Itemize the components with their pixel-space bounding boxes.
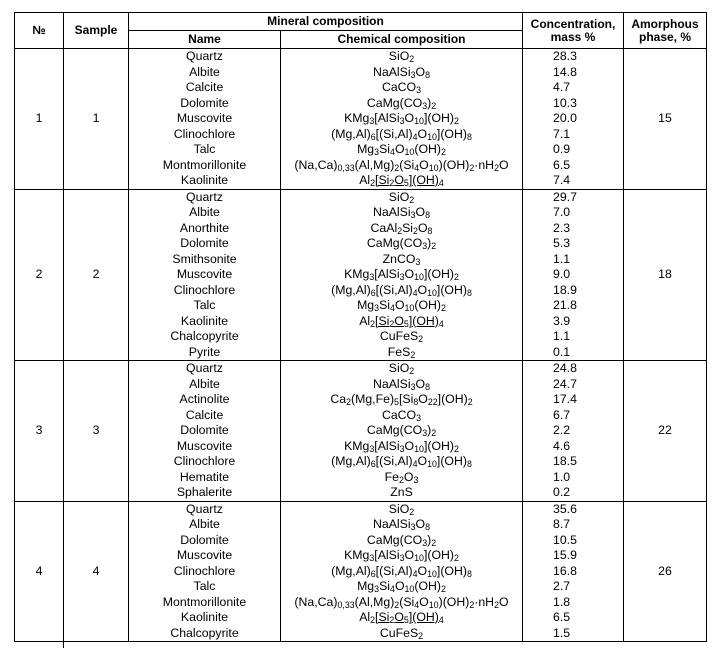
concentration-value: 17.4 [553, 392, 577, 406]
mineral-name: Kaolinite [180, 313, 229, 328]
mineral-name: Kaolinite [180, 173, 229, 187]
mineral-name: Albite [189, 376, 220, 391]
chemical-formulas [281, 501, 523, 642]
chemical-formula: CuFeS$_2$ [379, 625, 424, 641]
chemical-formula: ZnS [390, 485, 413, 499]
mineral-name: Montmorillonite [162, 594, 247, 609]
text-cursor [63, 634, 64, 648]
chemical-formula: $(Mg,Al)_6[(Si,Al)_4O_{10}](OH)_8$ [331, 126, 472, 142]
concentration-value: 2.2 [553, 423, 571, 437]
mineral-name: Quartz [186, 361, 223, 375]
concentration-value: 1.1 [553, 329, 571, 343]
concentration-value: 18.5 [553, 454, 577, 468]
sample-id: 3 [64, 361, 129, 502]
concentration-values [523, 189, 624, 361]
chemical-formula: $NaAlSi_3O_8$ [372, 64, 430, 80]
mineral-name: Albite [189, 64, 220, 79]
chemical-formula: $(Mg,Al)_6[(Si,Al)_4O_{10}](OH)_8$ [331, 282, 472, 298]
concentration-value: 4.7 [553, 80, 571, 94]
mineral-name: Hematite [179, 469, 230, 484]
concentration-value: 2.3 [553, 220, 571, 235]
chemical-formula: $(Mg,Al)_6[(Si,Al)_4O_{10}](OH)_8$ [331, 563, 472, 579]
concentration-value: 16.8 [553, 563, 577, 578]
mineral-name: Quartz [186, 189, 223, 204]
table-body [15, 49, 707, 642]
concentration-value: 0.1 [553, 344, 571, 359]
concentration-value: 1.1 [553, 251, 571, 266]
chemical-formulas [281, 361, 523, 502]
chemical-formula: $CaMg(CO_3)_2$ [366, 95, 437, 111]
sample-id: 2 [64, 189, 129, 361]
chemical-formula: $CaMg(CO_3)_2$ [366, 532, 437, 548]
chemical-formula: $(Na,Ca)_{0,33}(Al,Mg)_2(Si_4O_{10})(OH)_2\cdot nH_2O$ [294, 157, 509, 173]
concentration-value: 35.6 [553, 501, 577, 516]
concentration-value: 10.3 [553, 95, 577, 110]
table-row [15, 501, 707, 642]
chemical-formula: SiO$_2$ [388, 361, 415, 377]
chemical-formula: SiO$_2$ [388, 49, 415, 65]
mineral-name: Pyrite [188, 344, 221, 359]
concentration-value: 20.0 [553, 111, 577, 125]
mineral-name: Dolomite [180, 423, 229, 437]
mineral-name: Chalcopyrite [170, 329, 239, 343]
mineral-name: Actinolite [179, 392, 230, 406]
mineral-names [129, 361, 281, 502]
table-row [15, 361, 707, 502]
mineral-name: Muscovite [176, 267, 233, 281]
chemical-formula: SiO$_2$ [388, 501, 415, 517]
amorphous-phase-value: 15 [624, 49, 707, 190]
chemical-formula: $Al_2[Si_2O_5](OH)_4$ [359, 610, 444, 626]
concentration-value: 1.0 [553, 469, 571, 484]
row-number: 1 [15, 49, 64, 190]
concentration-value: 15.9 [553, 548, 577, 562]
mineral-name: Calcite [185, 407, 224, 422]
chemical-formula: FeS$_2$ [387, 344, 416, 360]
concentration-value: 24.8 [553, 361, 577, 375]
concentration-value: 8.7 [553, 517, 571, 531]
concentration-value: 29.7 [553, 189, 577, 204]
mineral-composition-table [14, 12, 707, 642]
header-mineral-composition: Mineral composition [129, 13, 523, 31]
concentration-value: 6.7 [553, 407, 571, 422]
chemical-formula: $KMg_3[AlSi_3O_{10}](OH)_2$ [344, 111, 459, 127]
chemical-formula: $CaMg(CO_3)_2$ [366, 236, 437, 252]
concentration-value: 1.8 [553, 594, 571, 609]
chemical-formulas [281, 189, 523, 361]
chemical-formula: CuFeS$_2$ [379, 329, 424, 345]
mineral-name: Talc [193, 142, 216, 156]
chemical-formula: $Mg_3Si_4O_{10}(OH)_2$ [357, 579, 446, 595]
table-row [15, 49, 707, 190]
concentration-value: 0.2 [553, 485, 571, 499]
row-number: 2 [15, 189, 64, 361]
mineral-name: Dolomite [180, 95, 229, 110]
mineral-name: Quartz [186, 501, 223, 516]
chemical-formula: $NaAlSi_3O_8$ [372, 517, 430, 533]
chemical-formula: $Al_2[Si_2O_5](OH)_4$ [359, 173, 444, 189]
amorphous-phase-value: 26 [624, 501, 707, 642]
header-amorphous-phase: Amorphous phase, % [624, 13, 707, 49]
header-sample: Sample [64, 13, 129, 49]
concentration-value: 1.5 [553, 625, 571, 640]
chemical-formula: $Fe_2O_3$ [384, 469, 419, 485]
mineral-names [129, 189, 281, 361]
mineral-name: Muscovite [176, 548, 233, 562]
mineral-name: Anorthite [179, 220, 230, 235]
chemical-formula: $Mg_3Si_4O_{10}(OH)_2$ [357, 142, 446, 158]
header-no: № [15, 13, 64, 49]
header-name: Name [129, 31, 281, 49]
mineral-name: Kaolinite [180, 610, 229, 624]
concentration-values [523, 501, 624, 642]
concentration-value: 7.1 [553, 126, 571, 141]
chemical-formula: $(Na,Ca)_{0,33}(Al,Mg)_2(Si_4O_{10})(OH)_2\cdot nH_2O$ [294, 594, 509, 610]
mineral-name: Dolomite [180, 532, 229, 547]
mineral-name: Muscovite [176, 438, 233, 453]
concentration-value: 4.6 [553, 438, 571, 453]
mineral-name: Calcite [185, 80, 224, 94]
mineral-name: Clinochlore [173, 454, 236, 468]
concentration-value: 14.8 [553, 64, 577, 79]
chemical-formula: $CaMg(CO_3)_2$ [366, 423, 437, 439]
chemical-formula: $KMg_3[AlSi_3O_{10}](OH)_2$ [344, 548, 459, 564]
mineral-name: Albite [189, 205, 220, 219]
row-number: 4 [15, 501, 64, 642]
chemical-formula: $Ca_2(Mg,Fe)_5[Si_8O_{22}](OH)_2$ [330, 392, 473, 408]
header-chemical-composition: Chemical composition [281, 31, 523, 49]
concentration-value: 24.7 [553, 376, 577, 391]
sample-id: 1 [64, 49, 129, 190]
chemical-formula: $Mg_3Si_4O_{10}(OH)_2$ [357, 298, 446, 314]
mineral-name: Montmorillonite [162, 157, 247, 172]
mineral-names [129, 501, 281, 642]
concentration-value: 21.8 [553, 298, 577, 312]
table-row [15, 189, 707, 361]
mineral-name: Talc [193, 298, 216, 312]
mineral-name: Clinochlore [173, 282, 236, 297]
header-concentration: Concentration, mass % [523, 13, 624, 49]
mineral-name: Dolomite [180, 236, 229, 250]
concentration-value: 3.9 [553, 313, 571, 328]
chemical-formula: $NaAlSi_3O_8$ [372, 376, 430, 392]
row-number: 3 [15, 361, 64, 502]
mineral-name: Albite [189, 517, 220, 531]
concentration-value: 2.7 [553, 579, 571, 593]
concentration-value: 0.9 [553, 142, 571, 156]
chemical-formula: $Al_2[Si_2O_5](OH)_4$ [359, 313, 444, 329]
chemical-formula: ZnCO$_3$ [382, 251, 421, 267]
concentration-value: 6.5 [553, 610, 571, 624]
mineral-name: Smithsonite [172, 251, 237, 266]
mineral-name: Muscovite [176, 111, 233, 125]
concentration-values [523, 49, 624, 190]
sample-id: 4 [64, 501, 129, 642]
chemical-formula: $(Mg,Al)_6[(Si,Al)_4O_{10}](OH)_8$ [331, 454, 472, 470]
chemical-formula: CaCO$_3$ [381, 407, 422, 423]
concentration-value: 7.0 [553, 205, 571, 219]
concentration-value: 18.9 [553, 282, 577, 297]
mineral-name: Talc [193, 579, 216, 593]
mineral-name: Chalcopyrite [170, 625, 239, 640]
concentration-value: 5.3 [553, 236, 571, 250]
mineral-name: Sphalerite [176, 485, 233, 499]
mineral-name: Quartz [186, 49, 223, 63]
chemical-formula: $KMg_3[AlSi_3O_{10}](OH)_2$ [344, 267, 459, 283]
amorphous-phase-value: 18 [624, 189, 707, 361]
mineral-names [129, 49, 281, 190]
amorphous-phase-value: 22 [624, 361, 707, 502]
concentration-value: 10.5 [553, 532, 577, 547]
concentration-values [523, 361, 624, 502]
chemical-formula: SiO$_2$ [388, 189, 415, 205]
concentration-value: 6.5 [553, 157, 571, 172]
concentration-value: 9.0 [553, 267, 571, 281]
chemical-formula: CaCO$_3$ [381, 80, 422, 96]
chemical-formula: $KMg_3[AlSi_3O_{10}](OH)_2$ [344, 438, 459, 454]
mineral-name: Clinochlore [173, 126, 236, 141]
chemical-formula: $CaAl_2Si_2O_8$ [370, 220, 433, 236]
concentration-value: 28.3 [553, 49, 577, 63]
chemical-formula: $NaAlSi_3O_8$ [372, 205, 430, 221]
concentration-value: 7.4 [553, 173, 571, 187]
chemical-formulas [281, 49, 523, 190]
mineral-name: Clinochlore [173, 563, 236, 578]
